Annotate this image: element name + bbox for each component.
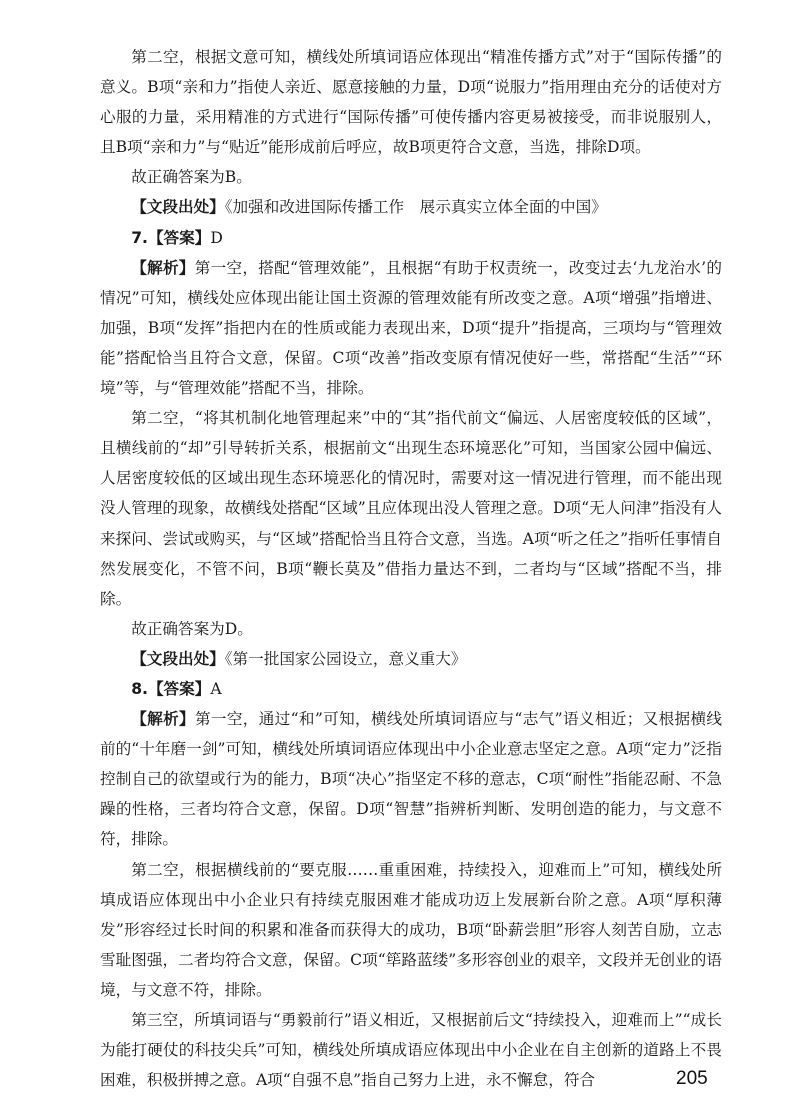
paragraph: 第二空，“将其机制化地管理起来”中的“其”指代前文“偏远、人居密度较低的区域”，且横线前的“却”引导转折关系，根据前文“出现生态环境恶化”可知，当国家公园中偏远、人居密度较低的区域出现生态环境恶化的情况时，需要对这一情况进行管理，而不能出现没人管理的现象，故横线处搭配“区域”且应体现出没人管理之意。D项“无人问津”指没有人来探问、尝试或购买，与“区域”搭配恰当且符合文意，当选。A项“听之任之”指听任事情自然发展变化，不管不问，B项“鞭长莫及”借指力量达不到，二者均与“区域”搭配不当，排除。 <box>100 409 722 608</box>
analysis-paragraph: 【解析】第一空，搭配“管理效能”，且根据“有助于权责统一，改变过去‘九龙治水’的情况”可知，横线处应体现出能让国土资源的管理效能有所改变之意。A项“增强”指增进、加强，B项“发挥”指把内在的性质或能力表现出来，D项“提升”指提高，三项均与“管理效能”搭配恰当且符合文意，保留。C项“改善”指改变原有情况使好一些，常搭配“生活”“环境”等，与“管理效能”搭配不当，排除。 <box>100 258 722 398</box>
source-line: 【文段出处】《第一批国家公园设立，意义重大》 <box>131 649 467 668</box>
analysis-paragraph: 【解析】第一空，通过“和”可知，横线处所填词语应与“志气”语义相近；又根据横线前的“十年磨一剑”可知，横线处所填词语应体现出中小企业意志坚定之意。A项“定力”泛指控制自己的欲望或行为的能力，B项“决心”指坚定不移的意志，C项“耐性”指能忍耐、不急躁的性格，三者均符合文意，保留。D项“智慧”指辨析判断、发明创造的能力，与文意不符，排除。 <box>100 710 722 849</box>
paragraph: 第二空，根据横线前的“要克服……重重困难，持续投入，迎难而上”可知，横线处所填成语应体现出中小企业只有持续克服困难才能成功迈上发展新台阶之意。A项“厚积薄发”形容经过长时间的积累和准备而获得大的成功，B项“卧薪尝胆”形容人刻苦自励，立志雪耻图强，二者均符合文意，保留。C项“筚路蓝缕”多形容创业的艰辛，文段并无创业的语境，与文意不符，排除。 <box>100 860 722 999</box>
source-line: 【文段出处】《加强和改进国际传播工作 展示真实立体全面的中国》 <box>131 198 607 217</box>
document-body <box>100 42 722 1095</box>
paragraph: 第三空，所填词语与“勇毅前行”语义相近，又根据前后文“持续投入，迎难而上”“成长为能打硬仗的科技尖兵”可知，横线处所填成语应体现出中小企业在自主创新的道路上不畏困难，积极拼搏之意。A项“自强不息”指自己努力上进，永不懈怠，符合 <box>100 1011 722 1090</box>
answer-line: 7.【答案】D <box>131 228 223 247</box>
page-number: 205 <box>676 1068 708 1089</box>
paragraph: 故正确答案为B。 <box>131 168 252 187</box>
paragraph: 第二空，根据文意可知，横线处所填词语应体现出“精准传播方式”对于“国际传播”的意义。B项“亲和力”指使人亲近、愿意接触的力量，D项“说服力”指用理由充分的话使对方心服的力量，采用精准的方式进行“国际传播”可使传播内容更易被接受，而非说服别人，且B项“亲和力”与“贴近”能形成前后呼应，故B项更符合文意，当选，排除D项。 <box>100 48 722 157</box>
answer-line: 8.【答案】A <box>131 679 222 698</box>
paragraph: 故正确答案为D。 <box>131 619 253 638</box>
